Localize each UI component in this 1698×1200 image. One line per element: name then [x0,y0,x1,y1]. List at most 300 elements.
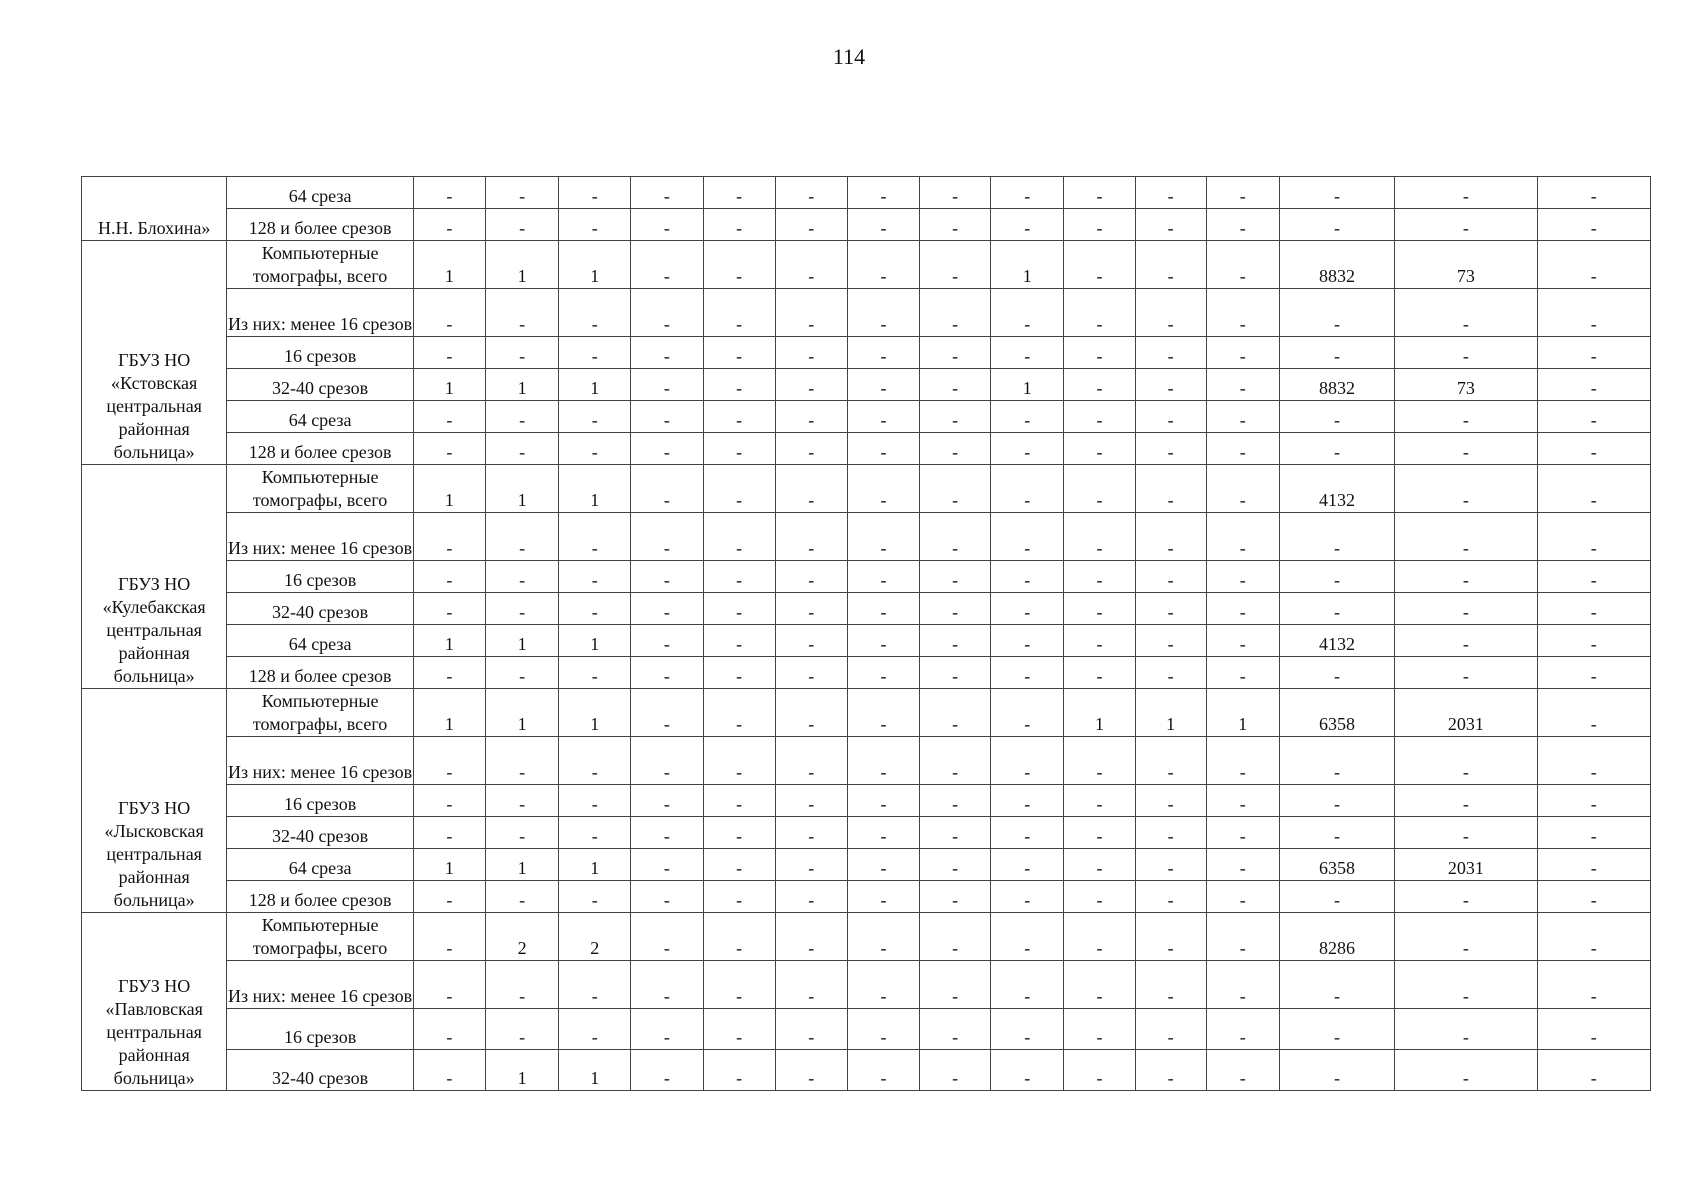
value-cell: - [847,401,919,433]
value-cell: - [631,625,703,657]
value-cell: - [847,209,919,241]
value-cell: - [703,241,775,289]
value-cell: - [413,209,485,241]
table-row [82,913,1651,961]
value-cell: - [1064,241,1135,289]
value-cell: - [486,513,559,561]
value-cell: - [920,289,991,337]
value-cell: - [1537,209,1650,241]
value-cell: 1 [559,849,631,881]
value-cell: - [775,849,847,881]
value-cell: - [1279,785,1394,817]
value-cell: - [1537,913,1650,961]
value-cell: - [775,513,847,561]
value-cell: - [486,657,559,689]
value-cell: - [920,625,991,657]
value-cell: 2031 [1395,689,1537,737]
value-cell: - [1395,1050,1537,1091]
value-cell: - [486,289,559,337]
value-cell: - [631,513,703,561]
value-cell: - [1279,561,1394,593]
value-cell: - [920,737,991,785]
value-cell: - [486,961,559,1009]
value-cell: - [1537,689,1650,737]
value-cell: - [775,561,847,593]
table-row [82,881,1651,913]
value-cell: - [1135,465,1206,513]
scanner-type-label: 64 среза [227,401,413,433]
value-cell: - [1279,337,1394,369]
value-cell: 1 [413,369,485,401]
value-cell: - [486,785,559,817]
value-cell: - [559,817,631,849]
value-cell: - [1135,625,1206,657]
value-cell: - [920,1009,991,1050]
value-cell: - [1279,401,1394,433]
value-cell: - [703,177,775,209]
value-cell: - [631,289,703,337]
value-cell: - [1395,561,1537,593]
value-cell: - [920,177,991,209]
value-cell: - [847,737,919,785]
value-cell: 1 [486,369,559,401]
value-cell: - [1206,241,1279,289]
value-cell: 1 [559,625,631,657]
value-cell: - [1395,289,1537,337]
value-cell: - [991,1050,1064,1091]
value-cell: - [775,177,847,209]
value-cell: - [1395,401,1537,433]
value-cell: - [920,241,991,289]
value-cell: - [1395,337,1537,369]
organization-name: ГБУЗ НО «Лысковская центральная районная больница» [82,689,227,913]
value-cell: - [1206,561,1279,593]
value-cell: - [847,241,919,289]
value-cell: - [703,209,775,241]
value-cell: - [1064,817,1135,849]
value-cell: - [1537,401,1650,433]
value-cell: - [1206,593,1279,625]
value-cell: - [631,593,703,625]
value-cell: - [631,737,703,785]
value-cell: - [413,657,485,689]
value-cell: - [991,433,1064,465]
value-cell: - [920,593,991,625]
value-cell: - [1537,1009,1650,1050]
value-cell: - [1206,1009,1279,1050]
value-cell: 1 [559,241,631,289]
value-cell: - [775,337,847,369]
value-cell: - [1395,177,1537,209]
value-cell: - [1279,1050,1394,1091]
value-cell: - [559,289,631,337]
value-cell: - [991,593,1064,625]
value-cell: - [847,657,919,689]
table-row [82,785,1651,817]
value-cell: - [991,513,1064,561]
value-cell: - [1395,625,1537,657]
value-cell: - [991,961,1064,1009]
value-cell: - [920,961,991,1009]
value-cell: - [847,625,919,657]
value-cell: - [1279,961,1394,1009]
value-cell: - [920,337,991,369]
value-cell: - [1395,737,1537,785]
value-cell: - [703,1050,775,1091]
value-cell: - [631,657,703,689]
value-cell: - [775,593,847,625]
value-cell: - [486,593,559,625]
value-cell: - [486,337,559,369]
value-cell: - [991,849,1064,881]
value-cell: - [1206,625,1279,657]
organization-name: Н.Н. Блохина» [82,177,227,241]
value-cell: - [775,465,847,513]
value-cell: - [1395,433,1537,465]
value-cell: - [847,785,919,817]
value-cell: - [991,465,1064,513]
value-cell: - [920,433,991,465]
value-cell: - [559,337,631,369]
value-cell: - [1064,209,1135,241]
value-cell: - [847,289,919,337]
value-cell: - [1206,465,1279,513]
value-cell: - [1206,1050,1279,1091]
value-cell: - [1064,593,1135,625]
value-cell: 1 [486,241,559,289]
value-cell: - [847,881,919,913]
table-row [82,177,1651,209]
value-cell: - [559,561,631,593]
value-cell: - [559,177,631,209]
value-cell: - [631,241,703,289]
value-cell: - [703,289,775,337]
value-cell: 1 [413,625,485,657]
value-cell: - [775,1009,847,1050]
table-row [82,961,1651,1009]
value-cell: - [703,961,775,1009]
value-cell: - [1064,1050,1135,1091]
value-cell: - [775,241,847,289]
value-cell: - [1135,593,1206,625]
value-cell: - [847,561,919,593]
value-cell: 8286 [1279,913,1394,961]
value-cell: - [1064,913,1135,961]
value-cell: - [1064,513,1135,561]
equipment-table [81,176,1651,1091]
value-cell: 1 [991,369,1064,401]
value-cell: - [1135,1050,1206,1091]
value-cell: - [1206,881,1279,913]
value-cell: - [1395,785,1537,817]
value-cell: - [920,689,991,737]
value-cell: - [703,433,775,465]
value-cell: - [631,817,703,849]
value-cell: - [559,209,631,241]
scanner-type-label: 128 и более срезов [227,209,413,241]
table-row [82,817,1651,849]
value-cell: - [1537,513,1650,561]
value-cell: - [486,209,559,241]
value-cell: - [1135,177,1206,209]
value-cell: 1 [413,849,485,881]
value-cell: - [1537,817,1650,849]
value-cell: - [631,433,703,465]
value-cell: - [1206,369,1279,401]
table-row [82,209,1651,241]
value-cell: - [631,913,703,961]
table-row [82,401,1651,433]
value-cell: - [1279,513,1394,561]
value-cell: - [1395,209,1537,241]
value-cell: - [847,1009,919,1050]
value-cell: - [775,913,847,961]
value-cell: 4132 [1279,625,1394,657]
value-cell: - [775,433,847,465]
value-cell: - [1206,849,1279,881]
value-cell: 1 [559,369,631,401]
value-cell: - [991,817,1064,849]
value-cell: - [559,1009,631,1050]
value-cell: 6358 [1279,689,1394,737]
value-cell: 2031 [1395,849,1537,881]
value-cell: - [1135,849,1206,881]
value-cell: - [703,849,775,881]
organization-name: ГБУЗ НО «Павловская центральная районная больница» [82,913,227,1091]
value-cell: - [847,465,919,513]
value-cell: - [1135,657,1206,689]
value-cell: - [413,817,485,849]
value-cell: - [920,881,991,913]
value-cell: - [847,337,919,369]
value-cell: - [559,961,631,1009]
value-cell: - [1395,881,1537,913]
value-cell: - [1206,433,1279,465]
value-cell: - [991,209,1064,241]
value-cell: - [1206,737,1279,785]
value-cell: - [486,817,559,849]
value-cell: - [486,561,559,593]
value-cell: - [1206,961,1279,1009]
table-row [82,465,1651,513]
value-cell: 1 [413,465,485,513]
value-cell: - [631,369,703,401]
value-cell: - [1206,913,1279,961]
value-cell: - [631,785,703,817]
value-cell: - [1537,465,1650,513]
value-cell: 1 [486,849,559,881]
scanner-type-label: Компьютерные томографы, всего [227,465,413,513]
scanner-type-label: Компьютерные томографы, всего [227,241,413,289]
value-cell: 1 [486,625,559,657]
scanner-type-label: 16 срезов [227,785,413,817]
value-cell: - [1135,337,1206,369]
value-cell: - [703,401,775,433]
value-cell: - [631,561,703,593]
value-cell: - [559,881,631,913]
value-cell: - [413,513,485,561]
value-cell: - [631,177,703,209]
value-cell: - [1537,289,1650,337]
value-cell: - [631,961,703,1009]
value-cell: - [920,401,991,433]
value-cell: - [991,1009,1064,1050]
value-cell: - [486,433,559,465]
value-cell: - [920,465,991,513]
value-cell: - [775,289,847,337]
value-cell: - [559,593,631,625]
table-row [82,1009,1651,1050]
value-cell: - [559,401,631,433]
value-cell: - [1064,1009,1135,1050]
value-cell: - [413,785,485,817]
value-cell: - [775,657,847,689]
scanner-type-label: 128 и более срезов [227,881,413,913]
value-cell: - [1135,785,1206,817]
value-cell: - [1064,289,1135,337]
value-cell: - [991,337,1064,369]
value-cell: - [631,1050,703,1091]
value-cell: - [775,817,847,849]
value-cell: - [1537,849,1650,881]
scanner-type-label: 16 срезов [227,1009,413,1050]
scanner-type-label: Из них: менее 16 срезов [227,737,413,785]
table-row [82,625,1651,657]
value-cell: 1 [486,689,559,737]
value-cell: - [631,881,703,913]
scanner-type-label: 64 среза [227,625,413,657]
value-cell: - [1279,817,1394,849]
value-cell: - [1135,881,1206,913]
scanner-type-label: 16 срезов [227,337,413,369]
value-cell: - [991,177,1064,209]
value-cell: - [775,737,847,785]
value-cell: - [1064,337,1135,369]
value-cell: - [991,657,1064,689]
scanner-type-label: 64 среза [227,849,413,881]
value-cell: - [486,177,559,209]
value-cell: - [703,465,775,513]
value-cell: - [1279,737,1394,785]
value-cell: - [920,209,991,241]
value-cell: - [775,881,847,913]
value-cell: - [847,177,919,209]
value-cell: - [920,785,991,817]
value-cell: - [1395,593,1537,625]
value-cell: - [1135,289,1206,337]
value-cell: - [1064,401,1135,433]
value-cell: - [1064,657,1135,689]
value-cell: - [1395,913,1537,961]
value-cell: - [631,209,703,241]
value-cell: - [1537,337,1650,369]
value-cell: 2 [559,913,631,961]
scanner-type-label: 32-40 срезов [227,817,413,849]
value-cell: - [413,433,485,465]
value-cell: - [1206,209,1279,241]
value-cell: - [1135,433,1206,465]
value-cell: - [991,881,1064,913]
value-cell: - [1537,241,1650,289]
value-cell: - [847,961,919,1009]
table-row [82,1050,1651,1091]
scanner-type-label: Компьютерные томографы, всего [227,689,413,737]
value-cell: 1 [1064,689,1135,737]
value-cell: - [1135,241,1206,289]
value-cell: - [1064,433,1135,465]
value-cell: - [920,561,991,593]
value-cell: - [703,785,775,817]
value-cell: - [1064,625,1135,657]
value-cell: 1 [1135,689,1206,737]
value-cell: - [1279,1009,1394,1050]
value-cell: 1 [1206,689,1279,737]
value-cell: - [413,961,485,1009]
value-cell: - [631,689,703,737]
value-cell: - [1064,561,1135,593]
scanner-type-label: 32-40 срезов [227,369,413,401]
value-cell: - [1537,369,1650,401]
value-cell: - [1395,465,1537,513]
value-cell: 73 [1395,241,1537,289]
value-cell: - [703,337,775,369]
scanner-type-label: 128 и более срезов [227,433,413,465]
organization-name: ГБУЗ НО «Кстовская центральная районная больница» [82,241,227,465]
value-cell: - [1279,209,1394,241]
scanner-type-label: 32-40 срезов [227,593,413,625]
value-cell: 1 [559,465,631,513]
value-cell: 1 [991,241,1064,289]
value-cell: - [847,513,919,561]
value-cell: 1 [486,1050,559,1091]
value-cell: - [703,513,775,561]
value-cell: - [1135,401,1206,433]
value-cell: - [1135,209,1206,241]
value-cell: 1 [486,465,559,513]
value-cell: - [1206,401,1279,433]
value-cell: 8832 [1279,241,1394,289]
value-cell: - [1206,337,1279,369]
scanner-type-label: Из них: менее 16 срезов [227,289,413,337]
value-cell: - [1395,513,1537,561]
value-cell: - [1206,817,1279,849]
value-cell: 1 [559,1050,631,1091]
value-cell: - [991,561,1064,593]
table-row [82,289,1651,337]
value-cell: - [631,401,703,433]
value-cell: - [920,817,991,849]
value-cell: - [920,849,991,881]
table-row [82,849,1651,881]
value-cell: - [413,737,485,785]
value-cell: - [1537,657,1650,689]
value-cell: - [559,433,631,465]
value-cell: - [413,1009,485,1050]
value-cell: 8832 [1279,369,1394,401]
scanner-type-label: 64 среза [227,177,413,209]
value-cell: - [1064,849,1135,881]
value-cell: - [703,625,775,657]
value-cell: - [775,1050,847,1091]
value-cell: - [1395,961,1537,1009]
value-cell: - [703,1009,775,1050]
value-cell: - [486,401,559,433]
value-cell: - [631,1009,703,1050]
value-cell: - [991,785,1064,817]
value-cell: - [703,689,775,737]
value-cell: - [1279,433,1394,465]
value-cell: - [486,1009,559,1050]
